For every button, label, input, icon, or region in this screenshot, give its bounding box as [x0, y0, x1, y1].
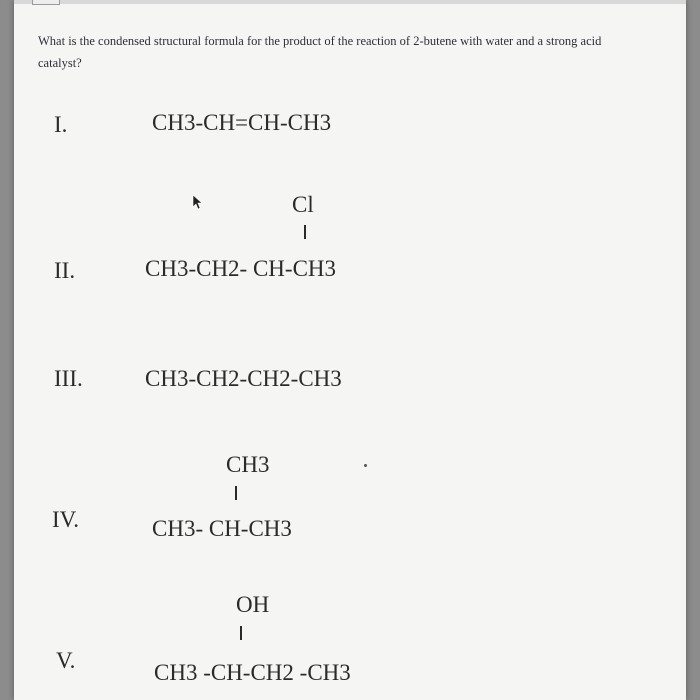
- option-4-numeral: IV.: [52, 507, 80, 532]
- option-2-formula: CH3-CH2- CH-CH3: [145, 256, 337, 281]
- option-2-numeral: II.: [54, 258, 76, 283]
- question-text: What is the condensed structural formula for the product of the reaction of 2-butene with water and a strong acid catalyst?: [38, 34, 602, 70]
- option-4-bond: [235, 486, 237, 500]
- page-top-border: [14, 0, 686, 4]
- worksheet-page: [14, 0, 686, 700]
- option-1-formula: CH3-CH=CH-CH3: [152, 110, 332, 135]
- option-2-bond: [304, 225, 306, 239]
- stray-mark: [364, 464, 367, 467]
- option-4-substituent: CH3: [226, 452, 270, 477]
- option-2-substituent: Cl: [292, 192, 314, 217]
- mouse-pointer-icon: [192, 194, 204, 210]
- option-5-substituent: OH: [236, 592, 270, 617]
- option-3-numeral: III.: [54, 366, 83, 391]
- option-5-formula: CH3 -CH-CH2 -CH3: [154, 660, 351, 685]
- option-3-formula: CH3-CH2-CH2-CH3: [145, 366, 342, 391]
- corner-tab: [32, 0, 60, 5]
- option-1-numeral: I.: [54, 112, 68, 137]
- option-4-formula: CH3- CH-CH3: [152, 516, 292, 541]
- option-5-numeral: V.: [56, 648, 76, 673]
- option-5-bond: [240, 626, 242, 640]
